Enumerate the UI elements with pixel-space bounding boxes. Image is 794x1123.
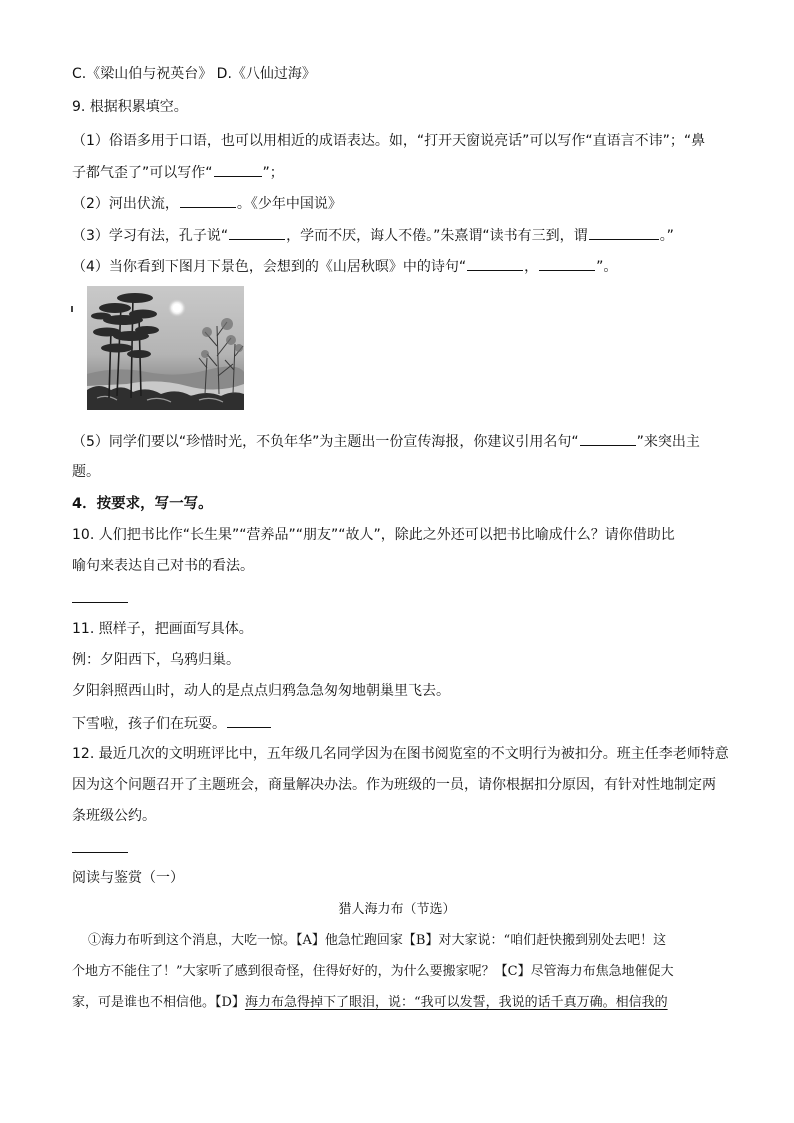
- section-4-heading: 4．按要求，写一写。: [72, 496, 213, 512]
- question-10-cont: 喻句来表达自己对书的看法。: [72, 558, 254, 574]
- question-9-part-4: （4）当你看到下图月下景色，会想到的《山居秋暝》中的诗句“ ， ”。: [72, 256, 617, 277]
- answer-blank[interactable]: [227, 713, 271, 728]
- passage-paragraph-1-cont: 个地方不能住了！”大家听了感到很奇怪，住得好好的，为什么要搬家呢？【C】尽管海力布焦急地催促大: [72, 964, 674, 979]
- passage-paragraph-1: ①海力布听到这个消息，大吃一惊。【A】他急忙跑回家【B】对大家说：“咱们赶快搬到别处去吧！这: [88, 933, 667, 948]
- question-9-part-5: （5）同学们要以“珍惜时光，不负年华”为主题出一份宣传海报，你建议引用名句“ ”来突出主: [72, 431, 700, 452]
- answer-blank[interactable]: [229, 225, 285, 240]
- answer-line[interactable]: [72, 852, 128, 853]
- reading-section-heading: 阅读与鉴赏（一）: [72, 870, 184, 886]
- answer-blank[interactable]: [589, 225, 659, 240]
- answer-blank[interactable]: [580, 431, 636, 446]
- margin-mark: [71, 306, 73, 312]
- answer-line[interactable]: [72, 602, 128, 603]
- exercise-sentence: 下雪啦，孩子们在玩耍。: [72, 713, 272, 734]
- question-12-cont-1: 因为这个问题召开了主题班会，商量解决办法。作为班级的一员，请你根据扣分原因，有针对性地制定两: [72, 777, 716, 793]
- answer-blank[interactable]: [214, 162, 262, 177]
- example-sentence: 例：夕阳西下，乌鸦归巢。: [72, 652, 240, 668]
- passage-paragraph-1-cont-2: 家，可是谁也不相信他。【D】海力布急得掉下了眼泪，说：“我可以发誓，我说的话千真万确。相信我的: [72, 995, 668, 1010]
- example-expanded: 夕阳斜照西山时，动人的是点点归鸦急急匆匆地朝巢里飞去。: [72, 683, 450, 699]
- question-12: 12. 最近几次的文明班评比中，五年级几名同学因为在图书阅览室的不文明行为被扣分。班主任李老师特意: [72, 746, 729, 762]
- answer-blank[interactable]: [180, 193, 236, 208]
- question-12-cont-2: 条班级公约。: [72, 808, 156, 824]
- passage-title: 猎人海力布（节选）: [338, 902, 456, 917]
- answer-blank[interactable]: [539, 256, 595, 271]
- underlined-sentence: 海力布急得掉下了眼泪，说：“我可以发誓，我说的话千真万确。相信我的: [244, 995, 668, 1010]
- question-9-part-5-cont: 题。: [72, 464, 100, 480]
- question-9-part-1-cont: 子都气歪了”可以写作“ ”；: [72, 162, 284, 183]
- options-line-c-d: C.《梁山伯与祝英台》 D.《八仙过海》: [72, 66, 316, 82]
- question-10: 10. 人们把书比作“长生果”“营养品”“朋友”“故人”，除此之外还可以把书比喻成什么？请你借助比: [72, 527, 675, 543]
- answer-blank[interactable]: [467, 256, 523, 271]
- question-11: 11. 照样子，把画面写具体。: [72, 621, 253, 637]
- question-9-title: 9. 根据积累填空。: [72, 99, 188, 115]
- question-9-part-2: （2）河出伏流， 。《少年中国说》: [72, 193, 342, 214]
- question-9-part-3: （3）学习有法，孔子说“ ，学而不厌，诲人不倦。”朱熹谓“读书有三到，谓 。”: [72, 225, 674, 246]
- question-9-part-1: （1）俗语多用于口语，也可以用相近的成语表达。如，“打开天窗说亮话”可以写作“直语言不讳”；“鼻: [72, 133, 706, 149]
- moonlit-forest-illustration: [87, 286, 244, 410]
